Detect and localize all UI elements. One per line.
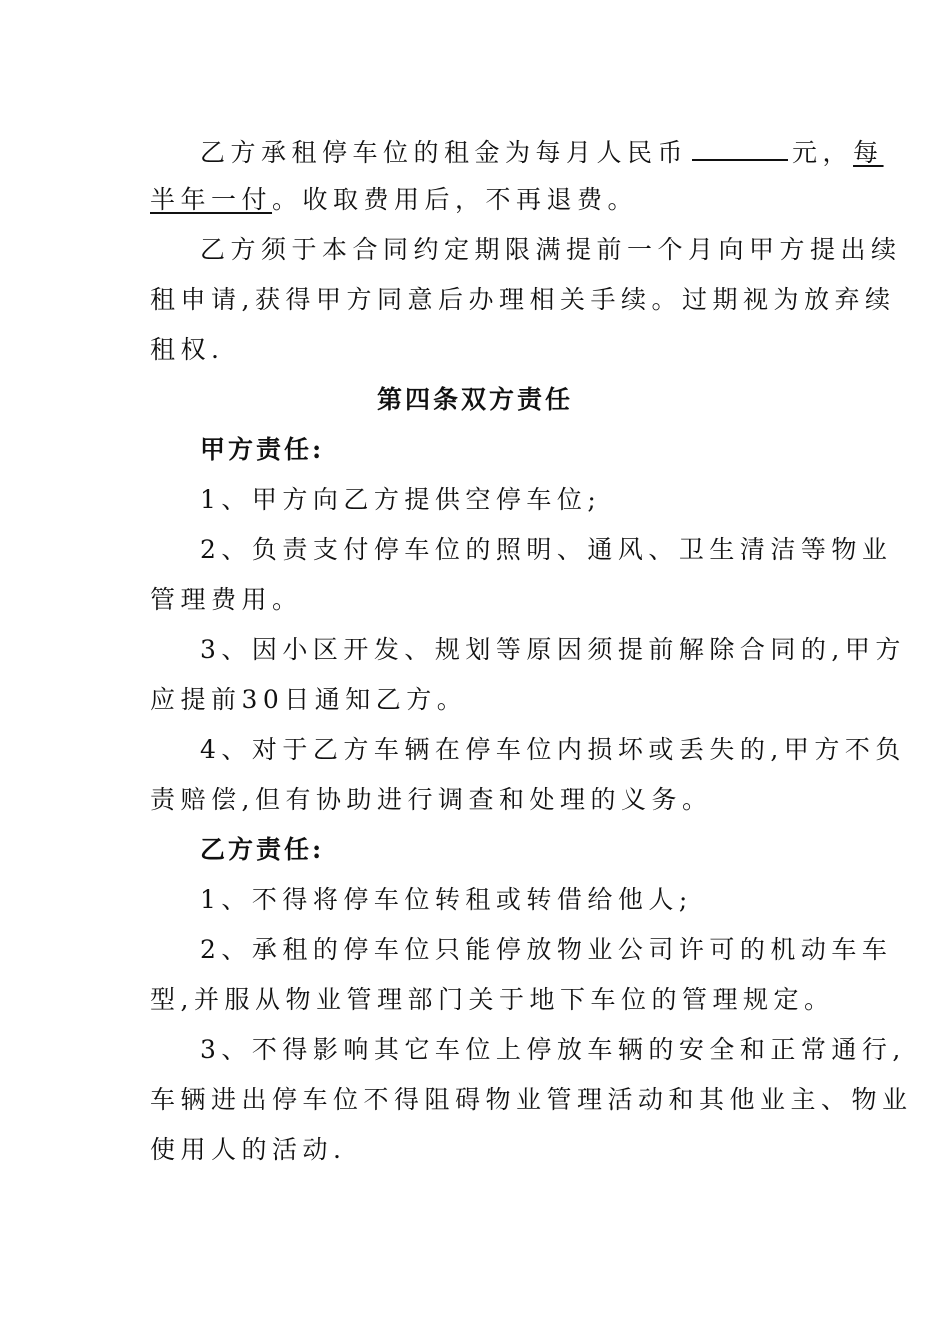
rent-amount-blank [692, 133, 788, 161]
party-b-heading: 乙方责任: [200, 835, 325, 864]
party-a-item-3-line-2: 应提前30日通知乙方。 [150, 685, 468, 714]
rent-paragraph-line-1 [200, 133, 884, 170]
party-b-item-3-line-3: 使用人的活动. [150, 1135, 347, 1164]
party-b-item-2-line-2: 型,并服从物业管理部门关于地下车位的管理规定。 [150, 985, 835, 1014]
party-a-heading: 甲方责任: [200, 435, 325, 464]
payment-term-underlined: 每 [853, 138, 884, 167]
payment-term-underlined-cont: 半年一付 [150, 185, 273, 214]
party-a-item-4-line-1: 4、对于乙方车辆在停车位内损坏或丢失的,甲方不负 [200, 735, 906, 764]
party-a-item-4-line-2: 责赔偿,但有协助进行调查和处理的义务。 [150, 785, 713, 814]
article-4-title: 第四条双方责任 [376, 385, 573, 414]
party-b-item-1: 1、不得将停车位转租或转借给他人; [200, 885, 693, 914]
currency-unit: 元， [792, 138, 854, 167]
party-a-item-3-line-1: 3、因小区开发、规划等原因须提前解除合同的,甲方 [200, 635, 906, 664]
party-a-item-1: 1、甲方向乙方提供空停车位; [200, 485, 602, 514]
party-b-item-2-line-1: 2、承租的停车位只能停放物业公司许可的机动车车 [200, 935, 893, 964]
renewal-paragraph-line-2: 租申请,获得甲方同意后办理相关手续。过期视为放弃续 [150, 285, 896, 314]
party-a-item-2-line-1: 2、负责支付停车位的照明、通风、卫生清洁等物业 [200, 535, 893, 564]
renewal-paragraph-line-1: 乙方须于本合同约定期限满提前一个月向甲方提出续 [200, 235, 902, 264]
renewal-paragraph-line-3: 租权. [150, 335, 225, 364]
party-b-item-3-line-1: 3、不得影响其它车位上停放车辆的安全和正常通行, [200, 1035, 906, 1064]
rent-text: 乙方承租停车位的租金为每月人民币 [200, 138, 689, 167]
party-b-item-3-line-2: 车辆进出停车位不得阻碍物业管理活动和其他业主、物业 [150, 1085, 913, 1114]
party-a-item-2-line-2: 管理费用。 [150, 585, 303, 614]
rent-paragraph-line-2 [150, 183, 638, 217]
refund-policy-text: 。收取费用后，不再退费。 [272, 185, 639, 214]
